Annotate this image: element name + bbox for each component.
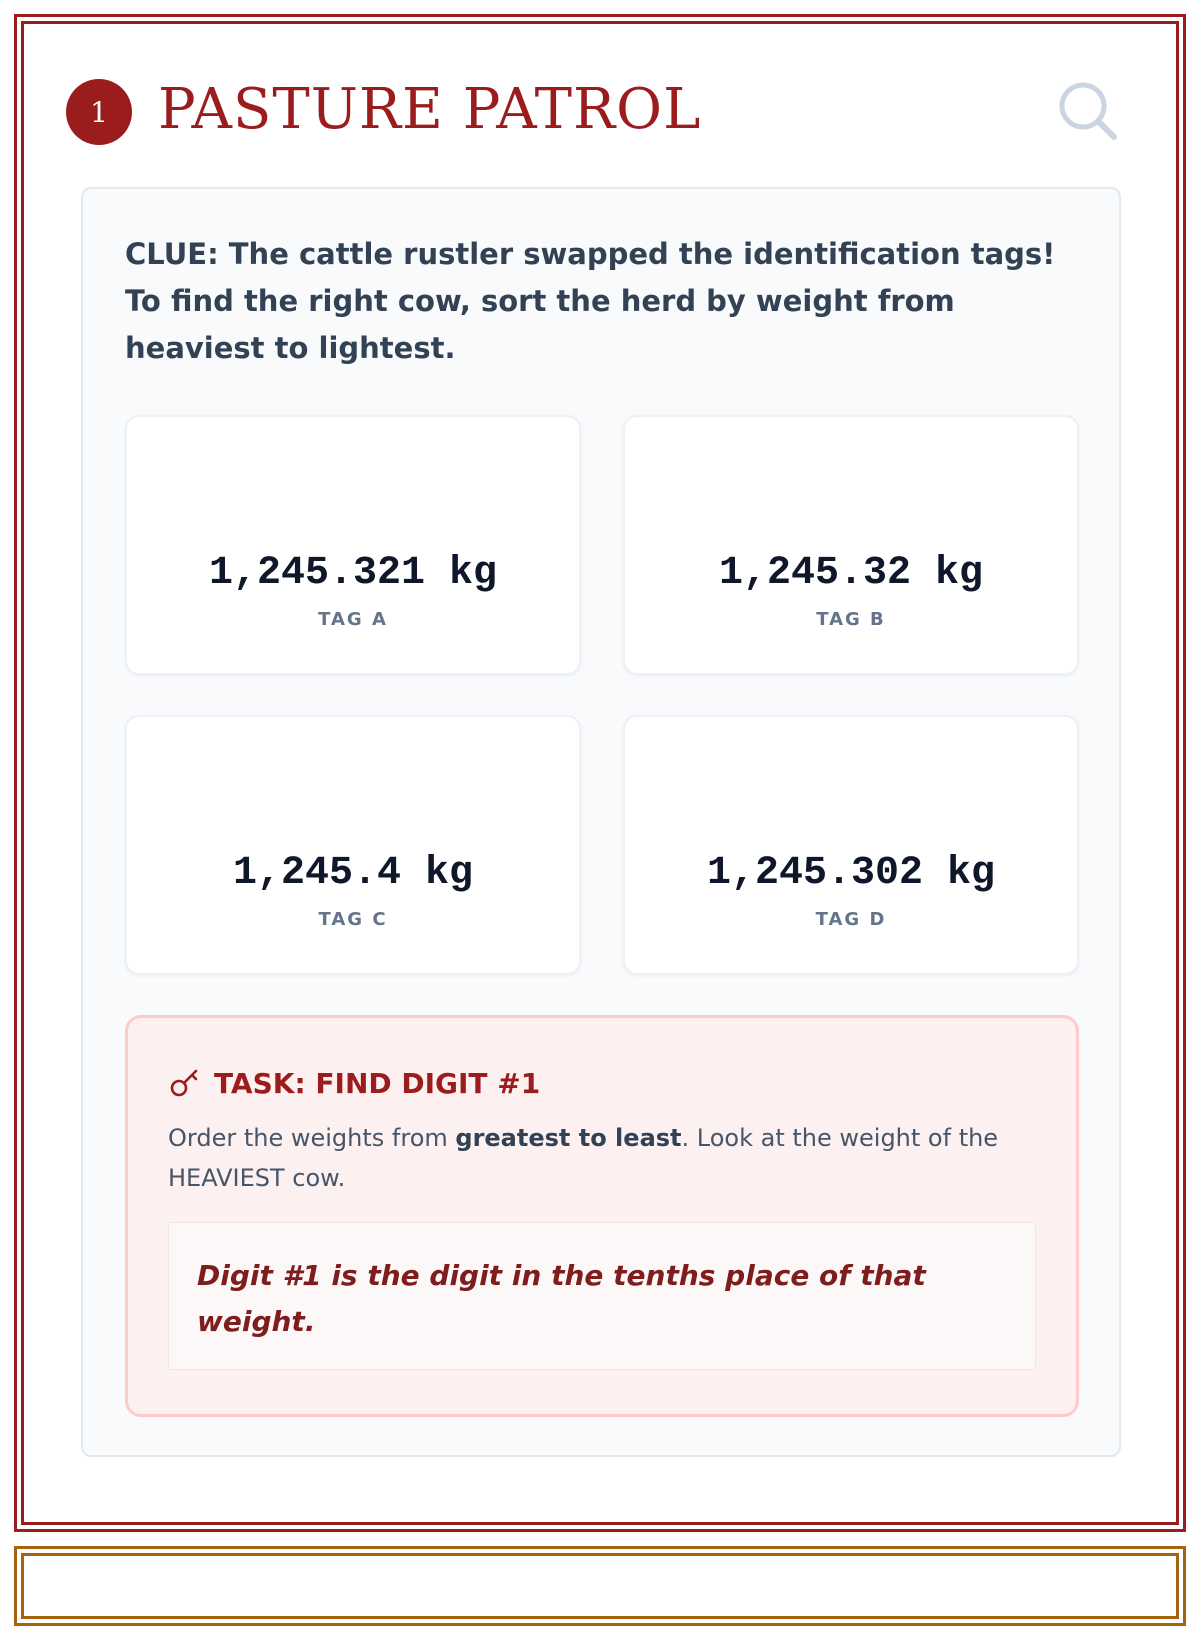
weight-value: 1,245.32 kg [718,551,984,596]
task-body-suffix: . Look at the weight of the HEAVIEST cow. [168,1124,999,1192]
tag-label: TAG C [318,909,388,930]
key-icon [168,1066,202,1100]
weight-card-c [125,715,581,975]
clue-panel [81,187,1121,1457]
task-body-prefix: Order the weights from [168,1124,456,1152]
step-badge: 1 [66,79,132,145]
weight-value: 1,245.302 kg [706,851,996,896]
task-body-emphasis: greatest to least [455,1124,682,1152]
clue-text: CLUE: The cattle rustler swapped the identification tags! To find the right cow, sort the herd by weight from heaviest to lightest. [125,237,1056,365]
hint-text: Digit #1 is the digit in the tenths place of that weight. [197,1259,926,1338]
weight-card-a [125,415,581,675]
tag-label: TAG A [318,609,388,630]
weight-card-d [623,715,1079,975]
search-icon[interactable] [1056,79,1120,143]
weight-value: 1,245.321 kg [208,551,498,596]
weight-value: 1,245.4 kg [232,851,474,896]
task-box [125,1015,1079,1417]
tag-label: TAG D [815,909,887,930]
tag-label: TAG B [816,609,886,630]
weight-card-b [623,415,1079,675]
page-title: PASTURE PATROL [158,77,702,142]
task-title: TASK: FIND DIGIT #1 [214,1066,541,1100]
task-instructions [168,1118,1048,1198]
hint-box [168,1222,1036,1370]
header [66,65,1126,165]
next-puzzle-frame [14,1546,1186,1626]
task-header [168,1066,540,1100]
